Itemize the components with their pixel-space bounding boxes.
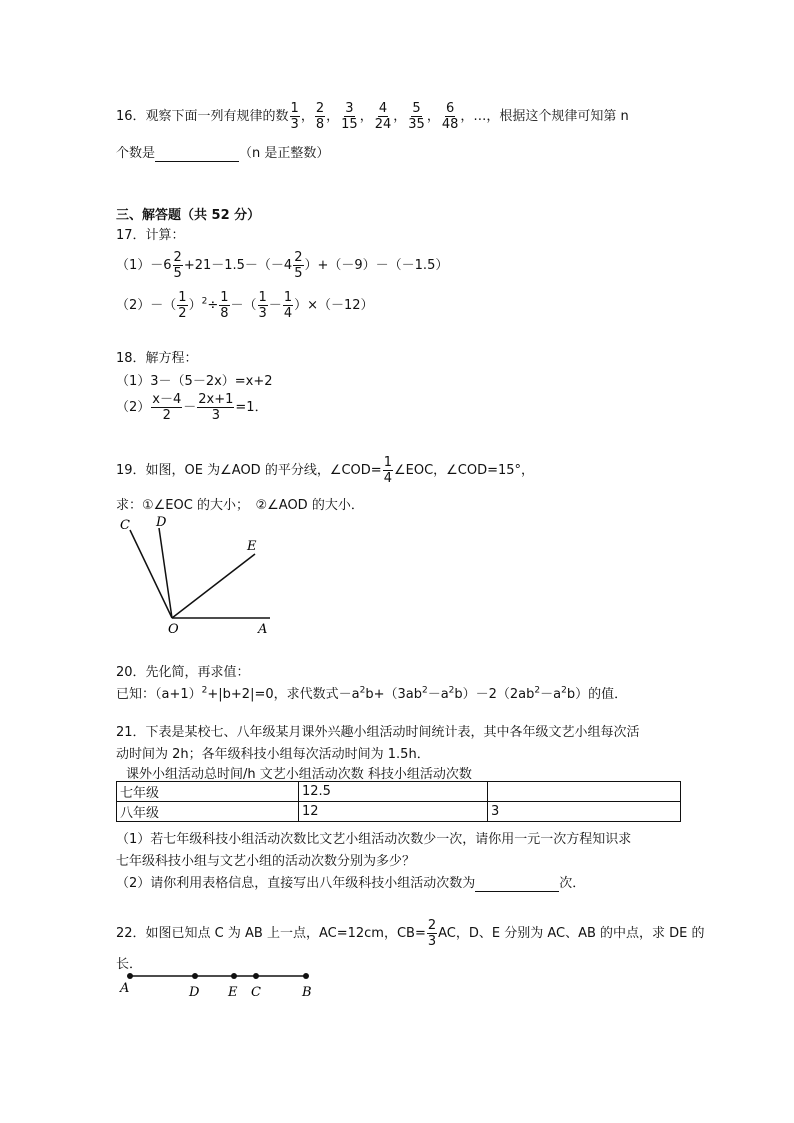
angle-figure [110,512,280,637]
q21-table [116,781,681,822]
q20-text: 已知：（a+1） [116,687,202,702]
q19-text: 19．如图，OE 为∠AOD 的平分线，∠COD= [116,463,382,478]
q21-sub1-line2: 七年级科技小组与文艺小组的活动次数分别为多少？ [116,854,416,869]
q21-sub1-line1: （1）若七年级科技小组活动次数比文艺小组活动次数少一次，请你用一元一次方程知识求 [116,832,632,847]
q22-line2: 长． [116,957,143,972]
q16-sep: ， [326,109,340,124]
q16-term-4: $\frac{4}{24}$ [374,101,392,132]
q17-p1-text: +21－1.5－（－4 [183,258,293,273]
q21-sub2-text: （2）请你利用表格信息，直接写出八年级科技小组活动次数为 [116,876,476,891]
point-e [231,973,237,979]
q21-table-header: 课外小组活动总时间/h 文艺小组活动次数 科技小组活动次数 [126,767,472,782]
label-e: E [247,539,257,554]
q20-exponent: 2 [561,685,567,696]
q18-p2-frac2: $\frac{2x+1}{3}$ [198,392,234,423]
table-cell [488,782,681,802]
table-cell: 八年级 [117,802,299,822]
q17-p1-text: （1）－6 [116,258,172,273]
q17-part2 [116,290,374,321]
table-row [117,802,681,822]
q16-sep: ， [359,109,373,124]
q17-p1-text: ）+（－9）－（－1.5） [304,258,449,273]
q16-prefix: 16．观察下面一列有规律的数 [116,109,289,124]
q20-exponent: 2 [534,685,541,696]
q21-sub2-text: 次． [559,876,586,891]
q21-answer-blank[interactable] [475,876,559,892]
q20-text: b+（3ab [365,687,422,702]
label-a: A [258,622,268,637]
q17-p2-frac2: $\frac{1}{8}$ [220,290,229,321]
q20-exponent: 2 [359,685,366,696]
q22-line1 [116,918,705,949]
q16-term-3: $\frac{3}{15}$ [341,101,358,132]
q16-suffix: ，…，根据这个规律可知第 n [460,109,629,124]
q20-title: 20．先化简，再求值： [116,665,250,680]
q22-text: 22．如图已知点 C 为 AB 上一点，AC=12cm，CB= [116,926,426,941]
label-d: D [156,515,167,530]
ray-oe [172,554,255,618]
label-a: A [120,981,130,996]
q17-p1-frac2: $\frac{2}{5}$ [294,250,303,281]
q20-exponent: 2 [448,685,455,696]
q17-p2-text: ）×（－12） [294,298,374,313]
table-cell: 12.5 [299,782,488,802]
q17-p1-frac1: $\frac{2}{5}$ [173,250,182,281]
label-c: C [251,985,261,1000]
q18-title: 18．解方程： [116,351,198,366]
q17-title: 17．计算： [116,228,185,243]
table-row [117,782,681,802]
point-b [303,973,309,979]
q20-text: －a [540,687,562,702]
q19-line2: 求：①∠EOC 的大小； ②∠AOD 的大小． [116,498,364,513]
q16-sep: ， [300,109,314,124]
q17-p2-frac1: $\frac{1}{2}$ [178,290,187,321]
section-3-title: 三、解答题（共 52 分） [116,208,261,223]
q18-p2-text: （2） [116,400,151,415]
q16-line2-text: 个数是 [116,146,156,161]
label-e: E [228,985,238,1000]
q17-p2-text: （2）－（ [116,298,177,313]
q16-term-2: $\frac{2}{8}$ [315,101,325,132]
label-c: C [120,518,130,533]
point-a [127,973,133,979]
q17-p2-text: －（ [230,298,257,313]
q18-p2-text: =1． [235,400,268,415]
q16-sep: ， [426,109,440,124]
question-16-line1 [116,101,629,132]
table-cell: 3 [488,802,681,822]
q18-p2-frac1: $\frac{x-4}{2}$ [152,392,182,423]
question-16-line2 [116,142,329,162]
q20-text: b）－2（2ab [454,687,535,702]
label-o: O [168,622,179,637]
q17-p2-text: ） [188,298,202,313]
point-c [253,973,259,979]
q17-p2-text: － [268,298,282,313]
q16-term-5: $\frac{5}{35}$ [408,101,425,132]
q17-p2-exponent: 2 [201,296,208,307]
segment-figure [112,966,322,1000]
label-d: D [189,985,200,1000]
label-b: B [302,985,312,1000]
q19-text: ∠EOC，∠COD=15°， [393,463,535,478]
q20-body [116,683,627,702]
table-cell: 12 [299,802,488,822]
q21-line1: 21．下表是某校七、八年级某月课外兴趣小组活动时间统计表，其中各年级文艺小组每次活 [116,725,640,740]
q16-answer-blank[interactable] [155,146,239,162]
q21-sub2 [116,872,585,892]
q16-term-1: $\frac{1}{3}$ [290,101,299,132]
q18-part2 [116,392,268,423]
q17-p2-text: ÷ [207,298,219,313]
q22-frac: $\frac{2}{3}$ [427,918,437,949]
q20-text: －a [427,687,449,702]
q19-frac: $\frac{1}{4}$ [383,455,392,486]
q17-p2-frac3: $\frac{1}{3}$ [258,290,267,321]
table-cell: 七年级 [117,782,299,802]
point-d [192,973,198,979]
q20-text: +|b+2|=0，求代数式－a [207,687,360,702]
q16-line2-note: （n 是正整数） [239,146,330,161]
q18-p2-text: － [183,400,197,415]
q19-line1 [116,455,534,486]
q16-term-6: $\frac{6}{48}$ [441,101,459,132]
q21-line2: 动时间为 2h；各年级科技小组每次活动时间为 1.5h． [116,747,430,762]
q18-part1: （1）3－（5－2x）=x+2 [116,374,273,389]
q17-part1 [116,250,448,281]
q20-text: b）的值． [566,687,628,702]
q16-sep: ， [393,109,407,124]
q22-text: AC，D、E 分别为 AC、AB 的中点，求 DE 的 [438,926,705,941]
q20-exponent: 2 [421,685,428,696]
q20-exponent: 2 [201,685,208,696]
q17-p2-frac4: $\frac{1}{4}$ [283,290,293,321]
